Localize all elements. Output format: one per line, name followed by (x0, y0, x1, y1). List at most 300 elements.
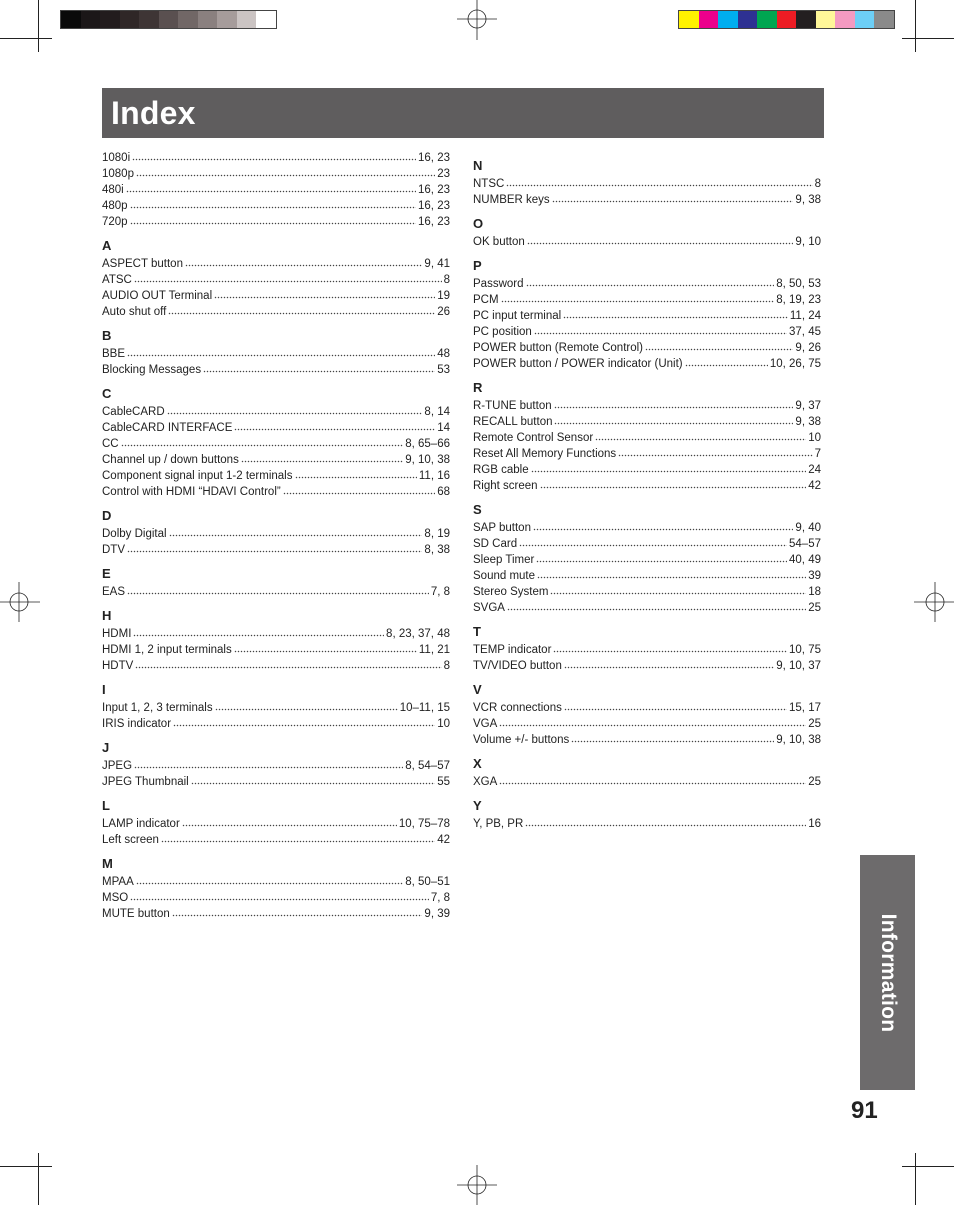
index-pages: 18 (808, 586, 821, 598)
dot-leader (553, 641, 787, 653)
index-entry (102, 657, 450, 673)
index-entry (473, 355, 821, 371)
index-letter-heading: M (102, 856, 113, 871)
dot-leader (127, 583, 429, 595)
index-group (102, 566, 450, 599)
index-letter-heading: A (102, 238, 112, 253)
index-letter-heading: R (473, 380, 483, 395)
dot-leader (234, 419, 435, 431)
index-pages: 9, 38 (795, 416, 821, 428)
dot-leader (241, 451, 403, 463)
index-term: ASPECT button (102, 258, 183, 270)
dot-leader (618, 445, 812, 457)
color-swatch (178, 11, 198, 28)
index-term: CableCARD INTERFACE (102, 422, 233, 434)
index-term: HDMI 1, 2 input terminals (102, 644, 232, 656)
dot-leader (127, 541, 422, 553)
dot-leader (215, 699, 398, 711)
index-entry (473, 323, 821, 339)
index-letter-heading: E (102, 566, 111, 581)
index-column-left (102, 149, 450, 921)
index-term: Blocking Messages (102, 364, 202, 376)
index-pages: 8, 19, 23 (776, 294, 821, 306)
index-pages: 14 (437, 422, 450, 434)
index-entry (473, 731, 821, 747)
index-entry (473, 551, 821, 567)
index-entry (473, 599, 821, 615)
index-pages: 10–11, 15 (399, 702, 450, 714)
index-term: PC position (473, 326, 532, 338)
index-entry (102, 271, 450, 287)
index-pages: 9, 38 (795, 194, 821, 206)
index-pages: 9, 10 (795, 236, 821, 248)
dot-leader (564, 699, 787, 711)
dot-leader (507, 599, 806, 611)
dot-leader (173, 715, 435, 727)
index-term: DTV (102, 544, 125, 556)
index-entry (102, 303, 450, 319)
dot-leader (506, 175, 812, 187)
crop-mark (38, 1153, 39, 1205)
index-group (473, 258, 821, 371)
index-term: POWER button / POWER indicator (Unit) (473, 358, 683, 370)
index-entry (473, 815, 821, 831)
index-group (473, 682, 821, 747)
index-group (102, 328, 450, 377)
dot-leader (130, 197, 416, 209)
index-pages: 8, 14 (424, 406, 450, 418)
index-letter-heading: Y (473, 798, 482, 813)
dot-leader (130, 889, 429, 901)
index-letter-heading: X (473, 756, 482, 771)
index-entry (102, 625, 450, 641)
index-entry (473, 413, 821, 429)
index-pages: 10 (437, 718, 450, 730)
index-term: MPAA (102, 876, 134, 888)
index-pages: 15, 17 (789, 702, 821, 714)
index-group (102, 386, 450, 499)
index-term: Auto shut off (102, 306, 167, 318)
index-group (102, 149, 450, 229)
index-term: Sleep Timer (473, 554, 535, 566)
index-entry (473, 397, 821, 413)
color-swatch (816, 11, 836, 28)
index-entry (102, 831, 450, 847)
index-pages: 25 (808, 776, 821, 788)
index-term: Password (473, 278, 524, 290)
index-letter-heading: L (102, 798, 110, 813)
dot-leader (540, 477, 807, 489)
index-entry (102, 773, 450, 789)
index-group (473, 624, 821, 673)
color-swatch (100, 11, 120, 28)
registration-mark-icon (457, 1165, 497, 1205)
index-entry (102, 345, 450, 361)
index-group (102, 608, 450, 673)
index-term: TV/VIDEO button (473, 660, 562, 672)
index-pages: 8, 50, 53 (776, 278, 821, 290)
color-swatch (855, 11, 875, 28)
index-entry (473, 657, 821, 673)
dot-leader (531, 461, 807, 473)
index-pages: 8 (814, 178, 821, 190)
index-pages: 40, 49 (789, 554, 821, 566)
index-entry (473, 429, 821, 445)
index-entry (102, 181, 450, 197)
index-pages: 68 (437, 486, 450, 498)
index-term: Sound mute (473, 570, 536, 582)
index-term: RECALL button (473, 416, 553, 428)
index-letter-heading: H (102, 608, 112, 623)
index-group (102, 798, 450, 847)
index-term: Right screen (473, 480, 538, 492)
crop-mark (902, 38, 954, 39)
section-tab (860, 855, 915, 1090)
index-entry (473, 699, 821, 715)
index-entry (102, 213, 450, 229)
section-tab-label: Information (876, 913, 900, 1032)
index-term: SAP button (473, 522, 531, 534)
index-entry (473, 191, 821, 207)
index-entry (473, 461, 821, 477)
index-entry (102, 419, 450, 435)
index-entry (102, 287, 450, 303)
index-pages: 16 (808, 818, 821, 830)
registration-mark-icon (914, 582, 954, 622)
dot-leader (169, 525, 423, 537)
dot-leader (191, 773, 435, 785)
index-pages: 10, 26, 75 (769, 358, 821, 370)
dot-leader (168, 303, 435, 315)
index-pages: 9, 10, 38 (405, 454, 450, 466)
index-group (102, 238, 450, 319)
index-pages: 10, 75–78 (398, 818, 450, 830)
index-group (102, 856, 450, 921)
color-swatch (256, 11, 276, 28)
index-pages: 42 (437, 834, 450, 846)
color-swatch (699, 11, 719, 28)
index-pages: 9, 39 (424, 908, 450, 920)
index-term: SD Card (473, 538, 518, 550)
index-entry (102, 149, 450, 165)
dot-leader (185, 255, 422, 267)
dot-leader (135, 657, 441, 669)
dot-leader (550, 583, 806, 595)
index-entry (102, 435, 450, 451)
index-pages: 37, 45 (789, 326, 821, 338)
index-entry (473, 715, 821, 731)
index-pages: 16, 23 (418, 152, 450, 164)
index-pages: 11, 24 (789, 310, 821, 322)
crop-mark (902, 1166, 954, 1167)
dot-leader (526, 275, 775, 287)
index-entry (473, 477, 821, 493)
index-entry (102, 889, 450, 905)
index-entry (102, 255, 450, 271)
index-entry (102, 361, 450, 377)
dot-leader (283, 483, 435, 495)
color-swatch (718, 11, 738, 28)
index-term: 1080i (102, 152, 131, 164)
index-term: Channel up / down buttons (102, 454, 239, 466)
index-term: HDMI (102, 628, 132, 640)
dot-leader (136, 873, 403, 885)
index-pages: 25 (808, 718, 821, 730)
crop-mark (38, 0, 39, 52)
index-pages: 8, 19 (424, 528, 450, 540)
dot-leader (571, 731, 774, 743)
dot-leader (234, 641, 417, 653)
title-bar (102, 88, 824, 138)
index-pages: 16, 23 (418, 200, 450, 212)
crop-mark (915, 1153, 916, 1205)
index-entry (473, 535, 821, 551)
index-entry (473, 339, 821, 355)
dot-leader (136, 165, 435, 177)
index-entry (473, 583, 821, 599)
index-column-right (473, 149, 821, 831)
color-swatch (81, 11, 101, 28)
index-term: PCM (473, 294, 499, 306)
dot-leader (295, 467, 417, 479)
index-term: 720p (102, 216, 128, 228)
page-number: 91 (851, 1097, 878, 1124)
page-title: Index (111, 95, 196, 131)
index-pages: 9, 40 (795, 522, 821, 534)
dot-leader (554, 397, 794, 409)
dot-leader (134, 271, 442, 283)
index-entry (102, 541, 450, 557)
index-pages: 23 (437, 168, 450, 180)
dot-leader (172, 905, 423, 917)
index-term: ATSC (102, 274, 132, 286)
index-pages: 8, 50–51 (405, 876, 450, 888)
index-letter-heading: P (473, 258, 482, 273)
index-term: SVGA (473, 602, 505, 614)
index-term: MUTE button (102, 908, 170, 920)
index-group (473, 756, 821, 789)
dot-leader (130, 213, 416, 225)
index-letter-heading: I (102, 682, 106, 697)
dot-leader (134, 757, 403, 769)
dot-leader (214, 287, 435, 299)
dot-leader (499, 773, 806, 785)
index-pages: 11, 16 (418, 470, 450, 482)
index-pages: 9, 41 (424, 258, 450, 270)
index-group (473, 158, 821, 207)
dot-leader (685, 355, 768, 367)
index-entry (102, 699, 450, 715)
index-group (102, 508, 450, 557)
index-letter-heading: N (473, 158, 483, 173)
color-swatch (159, 11, 179, 28)
index-group (473, 380, 821, 493)
index-pages: 16, 23 (418, 184, 450, 196)
color-swatch (777, 11, 797, 28)
index-pages: 26 (437, 306, 450, 318)
dot-leader (525, 815, 806, 827)
dot-leader (552, 191, 794, 203)
index-entry (102, 757, 450, 773)
color-swatch (679, 11, 699, 28)
index-entry (102, 483, 450, 499)
index-entry (102, 467, 450, 483)
index-entry (102, 815, 450, 831)
dot-leader (161, 831, 435, 843)
index-entry (473, 275, 821, 291)
index-pages: 8, 38 (424, 544, 450, 556)
index-term: NTSC (473, 178, 505, 190)
crop-mark (0, 1166, 52, 1167)
dot-leader (501, 291, 775, 303)
index-pages: 7, 8 (430, 586, 450, 598)
index-entry (102, 451, 450, 467)
dot-leader (167, 403, 423, 415)
color-swatch (738, 11, 758, 28)
index-term: MSO (102, 892, 129, 904)
dot-leader (203, 361, 435, 373)
index-pages: 19 (437, 290, 450, 302)
index-term: Control with HDMI “HDAVI Control” (102, 486, 281, 498)
index-entry (473, 291, 821, 307)
index-entry (473, 641, 821, 657)
index-pages: 25 (808, 602, 821, 614)
index-pages: 8, 23, 37, 48 (386, 628, 450, 640)
index-pages: 39 (808, 570, 821, 582)
index-term: CableCARD (102, 406, 165, 418)
index-term: XGA (473, 776, 498, 788)
dot-leader (527, 233, 794, 245)
index-pages: 24 (808, 464, 821, 476)
index-group (473, 502, 821, 615)
index-pages: 9, 26 (795, 342, 821, 354)
index-entry (473, 567, 821, 583)
index-entry (473, 519, 821, 535)
index-entry (102, 583, 450, 599)
index-term: Remote Control Sensor (473, 432, 594, 444)
index-pages: 8, 65–66 (405, 438, 450, 450)
color-swatch (198, 11, 218, 28)
index-pages: 53 (437, 364, 450, 376)
index-pages: 10, 75 (789, 644, 821, 656)
index-term: AUDIO OUT Terminal (102, 290, 213, 302)
index-entry (102, 525, 450, 541)
index-pages: 9, 37 (795, 400, 821, 412)
index-group (473, 216, 821, 249)
index-term: RGB cable (473, 464, 529, 476)
index-term: Volume +/- buttons (473, 734, 570, 746)
index-pages: 9, 10, 37 (776, 660, 821, 672)
index-pages: 8 (443, 660, 450, 672)
index-letter-heading: B (102, 328, 112, 343)
index-pages: 8, 54–57 (405, 760, 450, 772)
color-swatch (120, 11, 140, 28)
dot-leader (499, 715, 806, 727)
index-letter-heading: D (102, 508, 112, 523)
color-swatch (237, 11, 257, 28)
index-term: R-TUNE button (473, 400, 552, 412)
dot-leader (645, 339, 793, 351)
dot-leader (121, 435, 404, 447)
dot-leader (519, 535, 787, 547)
index-letter-heading: J (102, 740, 110, 755)
registration-mark-icon (457, 0, 497, 40)
cmyk-color-bar (678, 10, 895, 29)
index-letter-heading: C (102, 386, 112, 401)
index-term: Component signal input 1-2 terminals (102, 470, 293, 482)
index-pages: 7 (814, 448, 821, 460)
index-term: VGA (473, 718, 498, 730)
crop-mark (0, 38, 52, 39)
index-pages: 11, 21 (418, 644, 450, 656)
index-term: JPEG (102, 760, 133, 772)
dot-leader (182, 815, 397, 827)
index-entry (102, 165, 450, 181)
index-entry (473, 445, 821, 461)
index-pages: 54–57 (789, 538, 821, 550)
color-swatch (217, 11, 237, 28)
index-term: EAS (102, 586, 126, 598)
dot-leader (536, 551, 787, 563)
index-pages: 7, 8 (430, 892, 450, 904)
index-term: Reset All Memory Functions (473, 448, 617, 460)
dot-leader (132, 149, 416, 161)
index-term: 480p (102, 200, 128, 212)
index-entry (102, 715, 450, 731)
color-swatch (874, 11, 894, 28)
index-term: Dolby Digital (102, 528, 167, 540)
index-term: HDTV (102, 660, 134, 672)
index-pages: 48 (437, 348, 450, 360)
dot-leader (534, 323, 787, 335)
dot-leader (564, 657, 774, 669)
index-entry (102, 197, 450, 213)
index-term: 480i (102, 184, 124, 196)
index-letter-heading: O (473, 216, 484, 231)
index-group (102, 740, 450, 789)
index-entry (102, 641, 450, 657)
color-swatch (757, 11, 777, 28)
index-entry (473, 773, 821, 789)
dot-leader (563, 307, 788, 319)
index-term: Y, PB, PR (473, 818, 524, 830)
index-group (102, 682, 450, 731)
index-term: JPEG Thumbnail (102, 776, 189, 788)
index-letter-heading: S (473, 502, 482, 517)
dot-leader (126, 181, 416, 193)
color-swatch (796, 11, 816, 28)
grayscale-color-bar (60, 10, 277, 29)
index-term: Left screen (102, 834, 159, 846)
index-term: Input 1, 2, 3 terminals (102, 702, 213, 714)
index-term: POWER button (Remote Control) (473, 342, 644, 354)
index-pages: 16, 23 (418, 216, 450, 228)
index-term: PC input terminal (473, 310, 562, 322)
index-term: TEMP indicator (473, 644, 552, 656)
index-group (473, 798, 821, 831)
dot-leader (127, 345, 435, 357)
index-term: BBE (102, 348, 126, 360)
index-term: CC (102, 438, 119, 450)
index-letter-heading: V (473, 682, 482, 697)
index-entry (473, 175, 821, 191)
index-term: NUMBER keys (473, 194, 550, 206)
index-pages: 9, 10, 38 (776, 734, 821, 746)
index-term: OK button (473, 236, 525, 248)
index-term: IRIS indicator (102, 718, 172, 730)
index-entry (473, 233, 821, 249)
index-entry (473, 307, 821, 323)
